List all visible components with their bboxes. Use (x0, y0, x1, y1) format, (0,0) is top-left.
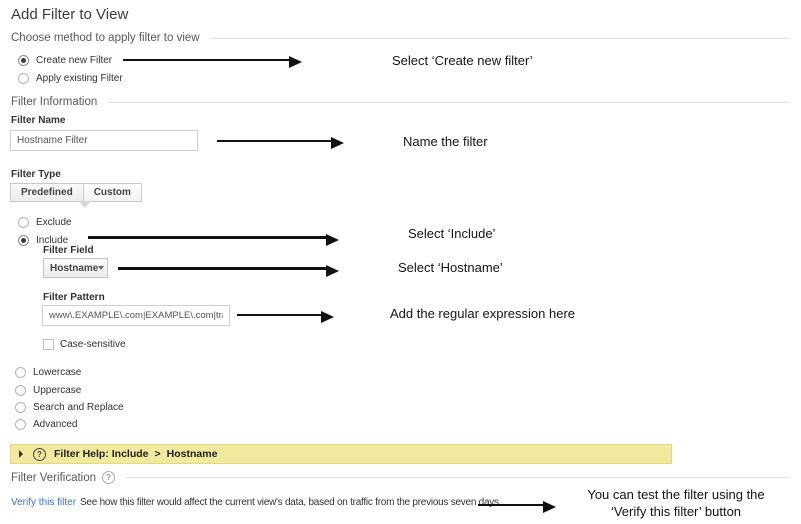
radio-label: Lowercase (33, 367, 82, 378)
annotation-hostname: Select ‘Hostname’ (398, 260, 503, 275)
radio-label: Uppercase (33, 385, 82, 396)
dropdown-value: Hostname (50, 262, 99, 274)
radio-unselected-icon (18, 217, 29, 228)
radio-uppercase[interactable] (15, 384, 81, 397)
filter-field-dropdown[interactable] (43, 258, 108, 278)
method-section-title: Choose method to apply filter to view (11, 32, 200, 44)
filter-type-label: Filter Type (11, 169, 61, 180)
breadcrumb-separator: > (154, 448, 161, 460)
filter-info-section-title: Filter Information (11, 96, 98, 108)
filter-help-prefix: Filter Help: Include (54, 448, 149, 460)
radio-unselected-icon (15, 419, 26, 430)
method-section-header (11, 32, 790, 44)
filter-pattern-label: Filter Pattern (43, 292, 105, 303)
divider-line (125, 477, 790, 478)
annotation-create-filter: Select ‘Create new filter’ (392, 53, 533, 68)
annotation-regex: Add the regular expression here (390, 306, 576, 321)
radio-exclude[interactable] (18, 216, 72, 229)
custom-tab-notch-icon (79, 201, 91, 208)
filter-name-input[interactable] (10, 130, 198, 151)
radio-selected-icon (18, 235, 29, 246)
filter-info-section-header (11, 96, 790, 108)
annotation-verify-line1: You can test the filter using the (587, 487, 765, 502)
verification-section-title: Filter Verification (11, 471, 97, 484)
filter-field-label: Filter Field (43, 245, 94, 256)
help-icon: ? (102, 471, 115, 484)
divider-line (210, 38, 790, 39)
radio-label: Create new Filter (36, 55, 113, 66)
filter-pattern-input[interactable] (42, 305, 230, 326)
radio-label: Exclude (36, 217, 72, 228)
annotation-arrow-verify (478, 504, 543, 506)
custom-tab[interactable]: Custom (84, 183, 142, 202)
annotation-name-filter: Name the filter (403, 134, 488, 149)
radio-label: Search and Replace (33, 402, 124, 413)
page-title: Add Filter to View (11, 6, 129, 23)
radio-unselected-icon (15, 402, 26, 413)
radio-advanced[interactable] (15, 418, 77, 431)
verify-this-filter-link[interactable]: Verify this filter (11, 497, 77, 508)
annotation-verify-line2: ‘Verify this filter’ button (610, 504, 742, 519)
annotation-arrow-hostname (118, 267, 326, 270)
radio-unselected-icon (15, 385, 26, 396)
checkbox-unchecked-icon (43, 339, 54, 350)
radio-unselected-icon (15, 367, 26, 378)
annotation-arrow-regex (237, 314, 321, 316)
verification-section-header (11, 471, 790, 484)
verification-description: See how this filter would affect the current view's data, based on traffic from the previous seven days. (80, 497, 502, 508)
help-icon: ? (33, 448, 46, 461)
annotation-arrow-include (88, 236, 326, 239)
case-sensitive-option[interactable] (43, 339, 126, 350)
checkbox-label: Case-sensitive (60, 339, 126, 350)
filter-type-toggle (10, 183, 142, 202)
filter-help-field: Hostname (166, 448, 218, 460)
radio-apply-existing-filter[interactable] (18, 72, 123, 85)
radio-unselected-icon (18, 73, 29, 84)
chevron-down-icon (98, 266, 104, 270)
predefined-tab[interactable]: Predefined (10, 183, 84, 202)
filter-name-label: Filter Name (11, 115, 66, 126)
divider-line (107, 102, 790, 103)
radio-label: Advanced (33, 419, 78, 430)
radio-label: Apply existing Filter (36, 73, 123, 84)
filter-help-banner[interactable] (10, 444, 672, 464)
radio-search-and-replace[interactable] (15, 401, 124, 414)
annotation-verify (578, 486, 774, 520)
expand-caret-icon (19, 450, 23, 458)
radio-label: Include (36, 235, 69, 246)
radio-selected-icon (18, 55, 29, 66)
annotation-include: Select ‘Include’ (408, 226, 496, 241)
radio-create-new-filter[interactable] (18, 54, 112, 67)
annotation-arrow-create-filter (123, 59, 289, 61)
annotation-arrow-name-filter (217, 140, 331, 142)
radio-lowercase[interactable] (15, 366, 81, 379)
